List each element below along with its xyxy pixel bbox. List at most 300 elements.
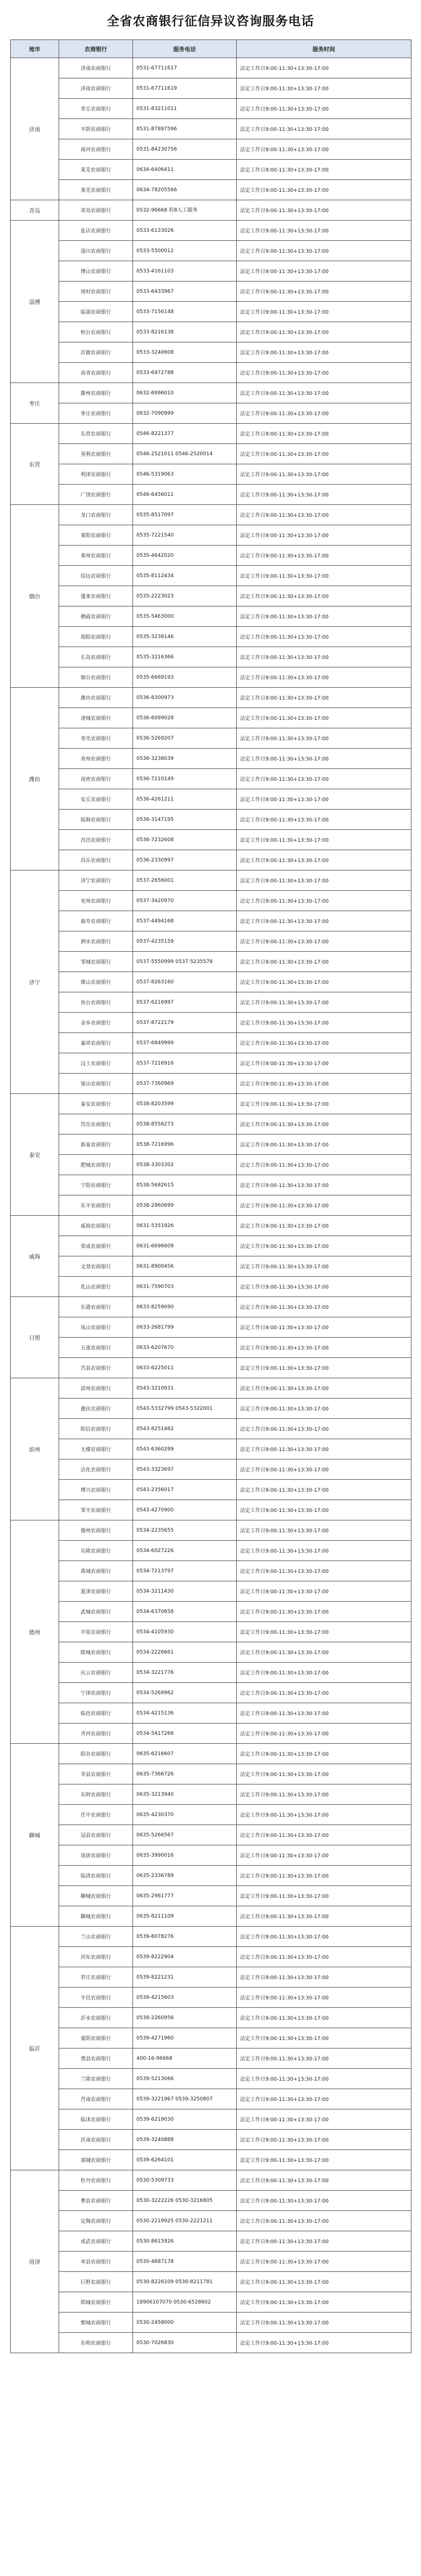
service-hours-cell: 法定工作日9:00-11:30+13:30-17:00 bbox=[237, 2130, 411, 2150]
phone-cell: 0537-3420970 bbox=[133, 891, 237, 911]
bank-name-cell: 平阴农商银行 bbox=[59, 119, 133, 139]
table-row bbox=[11, 1155, 411, 1175]
service-hours-cell: 法定工作日9:00-11:30+13:30-17:00 bbox=[237, 1520, 411, 1541]
table-row bbox=[11, 1561, 411, 1581]
table-body bbox=[11, 58, 411, 2353]
phone-cell: 0539-8222904 bbox=[133, 1947, 237, 1967]
table-row bbox=[11, 1581, 411, 1602]
table-row bbox=[11, 647, 411, 667]
table-row bbox=[11, 444, 411, 464]
service-hours-cell: 法定工作日9:00-11:30+13:30-17:00 bbox=[237, 160, 411, 180]
service-hours-cell: 法定工作日9:00-11:30+13:30-17:00 bbox=[237, 2252, 411, 2272]
city-cell: 枣庄 bbox=[11, 383, 59, 424]
bank-name-cell: 东明农商银行 bbox=[59, 2333, 133, 2353]
service-hours-cell: 法定工作日9:00-11:30+13:30-17:00 bbox=[237, 1033, 411, 1053]
bank-name-cell: 邹城农商银行 bbox=[59, 952, 133, 972]
table-row bbox=[11, 58, 411, 78]
table-row bbox=[11, 891, 411, 911]
bank-name-cell: 德州农商银行 bbox=[59, 1520, 133, 1541]
service-hours-cell: 法定工作日9:00-11:30+13:30-17:00 bbox=[237, 708, 411, 728]
bank-name-cell: 巨野农商银行 bbox=[59, 2272, 133, 2292]
bank-name-cell: 东平农商银行 bbox=[59, 1195, 133, 1216]
table-row bbox=[11, 2292, 411, 2313]
phone-cell: 0530-8226109 0530-8211781 bbox=[133, 2272, 237, 2292]
phone-cell: 0533-4161103 bbox=[133, 261, 237, 282]
table-row bbox=[11, 546, 411, 566]
phone-cell: 0535-6669193 bbox=[133, 667, 237, 688]
bank-name-cell: 昌邑农商银行 bbox=[59, 830, 133, 850]
phone-cell: 0631-6696609 bbox=[133, 1236, 237, 1256]
service-hours-cell: 法定工作日9:00-11:30+13:30-17:00 bbox=[237, 2089, 411, 2109]
phone-cell: 0530-7026830 bbox=[133, 2333, 237, 2353]
service-hours-cell: 法定工作日9:00-11:30+13:30-17:00 bbox=[237, 1581, 411, 1602]
table-row bbox=[11, 363, 411, 383]
bank-name-cell: 博兴农商银行 bbox=[59, 1480, 133, 1500]
table-row bbox=[11, 1094, 411, 1114]
header-bank: 农商银行 bbox=[59, 40, 133, 58]
bank-name-cell: 梁山农商银行 bbox=[59, 1074, 133, 1094]
table-row bbox=[11, 78, 411, 99]
phone-cell: 0633-6207670 bbox=[133, 1338, 237, 1358]
service-hours-cell: 法定工作日9:00-11:30+13:30-17:00 bbox=[237, 789, 411, 810]
table-row bbox=[11, 1683, 411, 1703]
phone-cell: 400-16-96668 bbox=[133, 2049, 237, 2069]
service-hours-cell: 法定工作日9:00-11:30+13:30-17:00 bbox=[237, 1602, 411, 1622]
bank-name-cell: 汶上农商银行 bbox=[59, 1053, 133, 1074]
bank-name-cell: 海阳农商银行 bbox=[59, 627, 133, 647]
table-row bbox=[11, 1744, 411, 1764]
phone-cell: 0535-3216366 bbox=[133, 647, 237, 667]
phone-cell: 0530-2458000 bbox=[133, 2313, 237, 2333]
service-hours-cell: 法定工作日9:00-11:30+13:30-17:00 bbox=[237, 1744, 411, 1764]
bank-name-cell: 商河农商银行 bbox=[59, 139, 133, 160]
bank-name-cell: 青州农商银行 bbox=[59, 749, 133, 769]
table-row bbox=[11, 992, 411, 1013]
phone-cell: 0635-7366726 bbox=[133, 1764, 237, 1784]
table-row bbox=[11, 1724, 411, 1744]
bank-name-cell: 临淄农商银行 bbox=[59, 302, 133, 322]
table-row bbox=[11, 180, 411, 200]
bank-name-cell: 禹城农商银行 bbox=[59, 1561, 133, 1581]
bank-name-cell: 莱芜农商银行 bbox=[59, 180, 133, 200]
table-row bbox=[11, 931, 411, 952]
phone-cell: 0530-4687178 bbox=[133, 2252, 237, 2272]
service-hours-cell: 法定工作日9:00-11:30+13:30-17:00 bbox=[237, 1317, 411, 1338]
table-row bbox=[11, 1317, 411, 1338]
phone-cell: 0537-8722179 bbox=[133, 1013, 237, 1033]
phone-cell: 0536-2330997 bbox=[133, 850, 237, 871]
table-row bbox=[11, 2211, 411, 2231]
service-hours-cell: 法定工作日9:00-11:30+13:30-17:00 bbox=[237, 2109, 411, 2130]
phone-cell: 0635-4230370 bbox=[133, 1805, 237, 1825]
bank-name-cell: 寿光农商银行 bbox=[59, 728, 133, 749]
bank-name-cell: 利津农商银行 bbox=[59, 464, 133, 485]
phone-cell: 0530-8615926 bbox=[133, 2231, 237, 2252]
bank-name-cell: 莱阳农商银行 bbox=[59, 525, 133, 546]
phone-cell: 0533-6133026 bbox=[133, 221, 237, 241]
service-hours-cell: 法定工作日9:00-11:30+13:30-17:00 bbox=[237, 464, 411, 485]
service-hours-cell: 法定工作日9:00-11:30+13:30-17:00 bbox=[237, 525, 411, 546]
phone-cell: 0546-8221377 bbox=[133, 424, 237, 444]
phone-cell: 0534-4215136 bbox=[133, 1703, 237, 1724]
phone-cell: 0538-7216996 bbox=[133, 1135, 237, 1155]
table-row bbox=[11, 708, 411, 728]
phone-cell: 0533-8216138 bbox=[133, 322, 237, 342]
bank-name-cell: 荣成农商银行 bbox=[59, 1236, 133, 1256]
page-title: 全省农商银行征信异议咨询服务电话 bbox=[107, 14, 314, 29]
table-row bbox=[11, 627, 411, 647]
service-hours-cell: 法定工作日9:00-11:30+13:30-17:00 bbox=[237, 931, 411, 952]
table-row bbox=[11, 1703, 411, 1724]
table-row bbox=[11, 769, 411, 789]
phone-cell: 0533-6972788 bbox=[133, 363, 237, 383]
bank-name-cell: 微山农商银行 bbox=[59, 972, 133, 992]
table-row bbox=[11, 322, 411, 342]
bank-name-cell: 烟台农商银行 bbox=[59, 667, 133, 688]
bank-name-cell: 齐河农商银行 bbox=[59, 1724, 133, 1744]
phone-cell: 0543-8251482 bbox=[133, 1419, 237, 1439]
phone-cell: 0538-8203599 bbox=[133, 1094, 237, 1114]
service-hours-cell: 法定工作日9:00-11:30+13:30-17:00 bbox=[237, 1480, 411, 1500]
bank-name-cell: 阳谷农商银行 bbox=[59, 1744, 133, 1764]
table-row bbox=[11, 261, 411, 282]
service-hours-cell: 法定工作日9:00-11:30+13:30-17:00 bbox=[237, 1866, 411, 1886]
table-row bbox=[11, 1602, 411, 1622]
phone-cell: 0635-2961777 bbox=[133, 1886, 237, 1906]
bank-name-cell: 乳山农商银行 bbox=[59, 1277, 133, 1297]
service-hours-cell: 法定工作日9:00-11:30+13:30-17:00 bbox=[237, 1297, 411, 1317]
table-row bbox=[11, 1277, 411, 1297]
phone-cell: 0536-3147195 bbox=[133, 810, 237, 830]
table-row bbox=[11, 830, 411, 850]
table-row bbox=[11, 1520, 411, 1541]
service-hours-cell: 法定工作日9:00-11:30+13:30-17:00 bbox=[237, 139, 411, 160]
service-hours-cell: 法定工作日9:00-11:30+13:30-17:00 bbox=[237, 1500, 411, 1520]
bank-name-cell: 武城农商银行 bbox=[59, 1602, 133, 1622]
phone-cell: 0535-5463000 bbox=[133, 606, 237, 627]
table-row bbox=[11, 1216, 411, 1236]
bank-name-cell: 昌乐农商银行 bbox=[59, 850, 133, 871]
bank-name-cell: 垦利农商银行 bbox=[59, 444, 133, 464]
table-row bbox=[11, 1033, 411, 1053]
table-row bbox=[11, 2089, 411, 2109]
bank-name-cell: 肥城农商银行 bbox=[59, 1155, 133, 1175]
service-hours-cell: 法定工作日9:00-11:30+13:30-17:00 bbox=[237, 424, 411, 444]
bank-name-cell: 临清农商银行 bbox=[59, 1866, 133, 1886]
phone-cell: 0632-6996010 bbox=[133, 383, 237, 403]
header-phone: 服务电话 bbox=[133, 40, 237, 58]
table-row bbox=[11, 2028, 411, 2049]
service-hours-cell: 法定工作日9:00-11:30+13:30-17:00 bbox=[237, 1094, 411, 1114]
bank-name-cell: 滨州农商银行 bbox=[59, 1378, 133, 1399]
service-hours-cell: 法定工作日9:00-11:30+13:30-17:00 bbox=[237, 180, 411, 200]
phone-cell: 0537-8263160 bbox=[133, 972, 237, 992]
bank-name-cell: 庆云农商银行 bbox=[59, 1663, 133, 1683]
bank-name-cell: 龙口农商银行 bbox=[59, 505, 133, 525]
phone-cell: 0546-2521011 0546-2520014 bbox=[133, 444, 237, 464]
phone-cell: 0536-5269207 bbox=[133, 728, 237, 749]
phone-cell: 0536-8300973 bbox=[133, 688, 237, 708]
table-row bbox=[11, 2333, 411, 2353]
service-hours-cell: 法定工作日9:00-11:30+13:30-17:00 bbox=[237, 891, 411, 911]
service-hours-cell: 法定工作日9:00-11:30+13:30-17:00 bbox=[237, 667, 411, 688]
service-hours-cell: 法定工作日9:00-11:30+13:30-17:00 bbox=[237, 200, 411, 221]
bank-name-cell: 平原农商银行 bbox=[59, 1622, 133, 1642]
service-hours-cell: 法定工作日9:00-11:30+13:30-17:00 bbox=[237, 769, 411, 789]
bank-name-cell: 无棣农商银行 bbox=[59, 1439, 133, 1460]
table-row bbox=[11, 911, 411, 931]
service-hours-cell: 法定工作日9:00-11:30+13:30-17:00 bbox=[237, 221, 411, 241]
phone-cell: 0536-7232608 bbox=[133, 830, 237, 850]
service-hours-cell: 法定工作日9:00-11:30+13:30-17:00 bbox=[237, 1053, 411, 1074]
service-hours-cell: 法定工作日9:00-11:30+13:30-17:00 bbox=[237, 1967, 411, 1988]
phone-cell: 0539-8221231 bbox=[133, 1967, 237, 1988]
service-hours-cell: 法定工作日9:00-11:30+13:30-17:00 bbox=[237, 1460, 411, 1480]
phone-cell: 0539-6264101 bbox=[133, 2150, 237, 2170]
service-hours-cell: 法定工作日9:00-11:30+13:30-17:00 bbox=[237, 1155, 411, 1175]
phone-cell: 0635-5266567 bbox=[133, 1825, 237, 1845]
table-row bbox=[11, 1886, 411, 1906]
table-row bbox=[11, 2130, 411, 2150]
bank-name-cell: 冠县农商银行 bbox=[59, 1825, 133, 1845]
table-row bbox=[11, 2008, 411, 2028]
table-row bbox=[11, 972, 411, 992]
bank-name-cell: 泰安农商银行 bbox=[59, 1094, 133, 1114]
service-hours-cell: 法定工作日9:00-11:30+13:30-17:00 bbox=[237, 1845, 411, 1866]
phone-cell: 0633-2681799 bbox=[133, 1317, 237, 1338]
table-row bbox=[11, 302, 411, 322]
service-hours-cell: 法定工作日9:00-11:30+13:30-17:00 bbox=[237, 2069, 411, 2089]
phone-cell: 0543-6360299 bbox=[133, 1439, 237, 1460]
phone-cell: 0531-67711617 bbox=[133, 58, 237, 78]
phone-cell: 0535-8112434 bbox=[133, 566, 237, 586]
phone-cell: 0534-6027226 bbox=[133, 1541, 237, 1561]
table-row bbox=[11, 1825, 411, 1845]
table-row bbox=[11, 464, 411, 485]
bank-name-cell: 文登农商银行 bbox=[59, 1256, 133, 1277]
service-hours-cell: 法定工作日9:00-11:30+13:30-17:00 bbox=[237, 1663, 411, 1683]
service-hours-cell: 法定工作日9:00-11:30+13:30-17:00 bbox=[237, 261, 411, 282]
phone-cell: 0537-7360969 bbox=[133, 1074, 237, 1094]
phone-cell: 0536-6099028 bbox=[133, 708, 237, 728]
bank-name-cell: 惠民农商银行 bbox=[59, 1399, 133, 1419]
bank-name-cell: 威海农商银行 bbox=[59, 1216, 133, 1236]
bank-name-cell: 陵城农商银行 bbox=[59, 1642, 133, 1663]
service-hours-cell: 法定工作日9:00-11:30+13:30-17:00 bbox=[237, 1277, 411, 1297]
phone-cell: 0531-84230756 bbox=[133, 139, 237, 160]
bank-name-cell: 兖州农商银行 bbox=[59, 891, 133, 911]
phone-cell: 0539-3221967 0539-3250807 bbox=[133, 2089, 237, 2109]
service-hours-cell: 法定工作日9:00-11:30+13:30-17:00 bbox=[237, 1927, 411, 1947]
service-hours-cell: 法定工作日9:00-11:30+13:30-17:00 bbox=[237, 2028, 411, 2049]
header-city: 地市 bbox=[11, 40, 59, 58]
phone-cell: 0537-4494168 bbox=[133, 911, 237, 931]
service-hours-cell: 法定工作日9:00-11:30+13:30-17:00 bbox=[237, 2272, 411, 2292]
service-hours-cell: 法定工作日9:00-11:30+13:30-17:00 bbox=[237, 282, 411, 302]
bank-name-cell: 枣庄农商银行 bbox=[59, 403, 133, 424]
table-row bbox=[11, 525, 411, 546]
service-hours-cell: 法定工作日9:00-11:30+13:30-17:00 bbox=[237, 1236, 411, 1256]
table-row bbox=[11, 1114, 411, 1135]
bank-name-cell: 定陶农商银行 bbox=[59, 2211, 133, 2231]
city-cell: 潍坊 bbox=[11, 688, 59, 871]
table-row bbox=[11, 566, 411, 586]
city-cell: 青岛 bbox=[11, 200, 59, 221]
bank-name-cell: 临沭农商银行 bbox=[59, 2109, 133, 2130]
bank-name-cell: 诸城农商银行 bbox=[59, 708, 133, 728]
service-hours-cell: 法定工作日9:00-11:30+13:30-17:00 bbox=[237, 1784, 411, 1805]
bank-name-cell: 鱼台农商银行 bbox=[59, 992, 133, 1013]
phone-cell: 0538-2860699 bbox=[133, 1195, 237, 1216]
table-row bbox=[11, 403, 411, 424]
phone-cell: 0543-3323697 bbox=[133, 1460, 237, 1480]
table-row bbox=[11, 952, 411, 972]
service-hours-cell: 法定工作日9:00-11:30+13:30-17:00 bbox=[237, 241, 411, 261]
service-hours-cell: 法定工作日9:00-11:30+13:30-17:00 bbox=[237, 1399, 411, 1419]
phone-cell: 0537-5550999 0537-5235578 bbox=[133, 952, 237, 972]
service-hours-cell: 法定工作日9:00-11:30+13:30-17:00 bbox=[237, 1561, 411, 1581]
table-row bbox=[11, 119, 411, 139]
service-hours-cell: 法定工作日9:00-11:30+13:30-17:00 bbox=[237, 850, 411, 871]
phone-cell: 0534-3211430 bbox=[133, 1581, 237, 1602]
table-row bbox=[11, 1784, 411, 1805]
bank-name-cell: 茌平农商银行 bbox=[59, 1805, 133, 1825]
table-row bbox=[11, 1967, 411, 1988]
phone-cell: 0537-6849999 bbox=[133, 1033, 237, 1053]
table-row bbox=[11, 2252, 411, 2272]
bank-name-cell: 宁阳农商银行 bbox=[59, 1175, 133, 1195]
service-hours-cell: 法定工作日9:00-11:30+13:30-17:00 bbox=[237, 728, 411, 749]
table-row bbox=[11, 1195, 411, 1216]
phone-cell: 0539-8078276 bbox=[133, 1927, 237, 1947]
table-row bbox=[11, 810, 411, 830]
bank-name-cell: 郓城农商银行 bbox=[59, 2292, 133, 2313]
bank-name-cell: 沂南农商银行 bbox=[59, 2130, 133, 2150]
bank-name-cell: 莒县农商银行 bbox=[59, 1358, 133, 1378]
phone-cell: 0635-3213940 bbox=[133, 1784, 237, 1805]
phone-cell: 0537-6216997 bbox=[133, 992, 237, 1013]
city-cell: 聊城 bbox=[11, 1744, 59, 1927]
phone-cell: 0543-5332799 0543-5322001 bbox=[133, 1399, 237, 1419]
bank-name-cell: 栖霞农商银行 bbox=[59, 606, 133, 627]
service-hours-cell: 法定工作日9:00-11:30+13:30-17:00 bbox=[237, 1013, 411, 1033]
table-row bbox=[11, 2049, 411, 2069]
table-row bbox=[11, 1297, 411, 1317]
city-cell: 滨州 bbox=[11, 1378, 59, 1520]
service-hours-cell: 法定工作日9:00-11:30+13:30-17:00 bbox=[237, 972, 411, 992]
table-row bbox=[11, 505, 411, 525]
city-cell: 泰安 bbox=[11, 1094, 59, 1216]
phone-cell: 0534-2226661 bbox=[133, 1642, 237, 1663]
bank-name-cell: 聊城农商银行 bbox=[59, 1886, 133, 1906]
service-hours-cell: 法定工作日9:00-11:30+13:30-17:00 bbox=[237, 1195, 411, 1216]
table-row bbox=[11, 1053, 411, 1074]
table-row bbox=[11, 2313, 411, 2333]
service-hours-cell: 法定工作日9:00-11:30+13:30-17:00 bbox=[237, 403, 411, 424]
table-row bbox=[11, 1927, 411, 1947]
service-hours-cell: 法定工作日9:00-11:30+13:30-17:00 bbox=[237, 2191, 411, 2211]
phone-cell: 0534-5269962 bbox=[133, 1683, 237, 1703]
service-hours-cell: 法定工作日9:00-11:30+13:30-17:00 bbox=[237, 627, 411, 647]
table-row bbox=[11, 1541, 411, 1561]
service-hours-cell: 法定工作日9:00-11:30+13:30-17:00 bbox=[237, 1906, 411, 1927]
bank-name-cell: 蓬莱农商银行 bbox=[59, 586, 133, 606]
table-row bbox=[11, 200, 411, 221]
phone-cell: 0535-4642020 bbox=[133, 546, 237, 566]
table-row bbox=[11, 1988, 411, 2008]
city-cell: 临沂 bbox=[11, 1927, 59, 2170]
service-hours-cell: 法定工作日9:00-11:30+13:30-17:00 bbox=[237, 911, 411, 931]
bank-name-cell: 鄄城农商银行 bbox=[59, 2313, 133, 2333]
bank-name-cell: 曲阜农商银行 bbox=[59, 911, 133, 931]
city-cell: 东营 bbox=[11, 424, 59, 505]
table-row bbox=[11, 424, 411, 444]
phone-cell: 0543-4270900 bbox=[133, 1500, 237, 1520]
bank-name-cell: 泗水农商银行 bbox=[59, 931, 133, 952]
bank-name-cell: 周村农商银行 bbox=[59, 282, 133, 302]
service-hours-cell: 法定工作日9:00-11:30+13:30-17:00 bbox=[237, 1338, 411, 1358]
service-hours-cell: 法定工作日9:00-11:30+13:30-17:00 bbox=[237, 78, 411, 99]
phone-cell: 0543-2356017 bbox=[133, 1480, 237, 1500]
table-header-row bbox=[11, 40, 411, 58]
service-hours-cell: 法定工作日9:00-11:30+13:30-17:00 bbox=[237, 485, 411, 505]
phone-cell: 0539-5213066 bbox=[133, 2069, 237, 2089]
service-hours-cell: 法定工作日9:00-11:30+13:30-17:00 bbox=[237, 1074, 411, 1094]
table-row bbox=[11, 282, 411, 302]
service-hours-cell: 法定工作日9:00-11:30+13:30-17:00 bbox=[237, 586, 411, 606]
table-row bbox=[11, 749, 411, 769]
phone-cell: 0534-3221776 bbox=[133, 1663, 237, 1683]
service-hours-cell: 法定工作日9:00-11:30+13:30-17:00 bbox=[237, 1886, 411, 1906]
table-row bbox=[11, 1236, 411, 1256]
bank-name-cell: 东阿农商银行 bbox=[59, 1784, 133, 1805]
bank-name-cell: 沂源农商银行 bbox=[59, 342, 133, 363]
phone-cell: 0539-6219030 bbox=[133, 2109, 237, 2130]
phone-cell: 0532-96668 转8人工服务 bbox=[133, 200, 237, 221]
phone-cell: 0534-5417266 bbox=[133, 1724, 237, 1744]
service-hours-cell: 法定工作日9:00-11:30+13:30-17:00 bbox=[237, 1724, 411, 1744]
phone-cell: 0538-3303302 bbox=[133, 1155, 237, 1175]
bank-name-cell: 高密农商银行 bbox=[59, 769, 133, 789]
bank-name-cell: 兰陵农商银行 bbox=[59, 2069, 133, 2089]
table-row bbox=[11, 1480, 411, 1500]
table-row bbox=[11, 1175, 411, 1195]
service-hours-cell: 法定工作日9:00-11:30+13:30-17:00 bbox=[237, 2150, 411, 2170]
table-row bbox=[11, 2109, 411, 2130]
table-row bbox=[11, 2069, 411, 2089]
bank-name-cell: 沾化农商银行 bbox=[59, 1460, 133, 1480]
phone-cell: 0635-2336789 bbox=[133, 1866, 237, 1886]
bank-name-cell: 乐陵农商银行 bbox=[59, 1541, 133, 1561]
service-hours-cell: 法定工作日9:00-11:30+13:30-17:00 bbox=[237, 1439, 411, 1460]
header-hours: 服务时间 bbox=[237, 40, 411, 58]
table-row bbox=[11, 139, 411, 160]
service-hours-cell: 法定工作日9:00-11:30+13:30-17:00 bbox=[237, 810, 411, 830]
bank-name-cell: 安丘农商银行 bbox=[59, 789, 133, 810]
table-row bbox=[11, 241, 411, 261]
city-cell: 日照 bbox=[11, 1297, 59, 1378]
phone-cell: 0631-8900456 bbox=[133, 1256, 237, 1277]
bank-name-cell: 广饶农商银行 bbox=[59, 485, 133, 505]
bank-name-cell: 费县农商银行 bbox=[59, 2049, 133, 2069]
table-row bbox=[11, 850, 411, 871]
phone-cell: 0531-87897596 bbox=[133, 119, 237, 139]
phone-cell: 0539-4215603 bbox=[133, 1988, 237, 2008]
phone-cell: 0534-2235655 bbox=[133, 1520, 237, 1541]
service-phone-table bbox=[10, 39, 411, 2353]
service-hours-cell: 法定工作日9:00-11:30+13:30-17:00 bbox=[237, 363, 411, 383]
bank-name-cell: 邹平农商银行 bbox=[59, 1500, 133, 1520]
